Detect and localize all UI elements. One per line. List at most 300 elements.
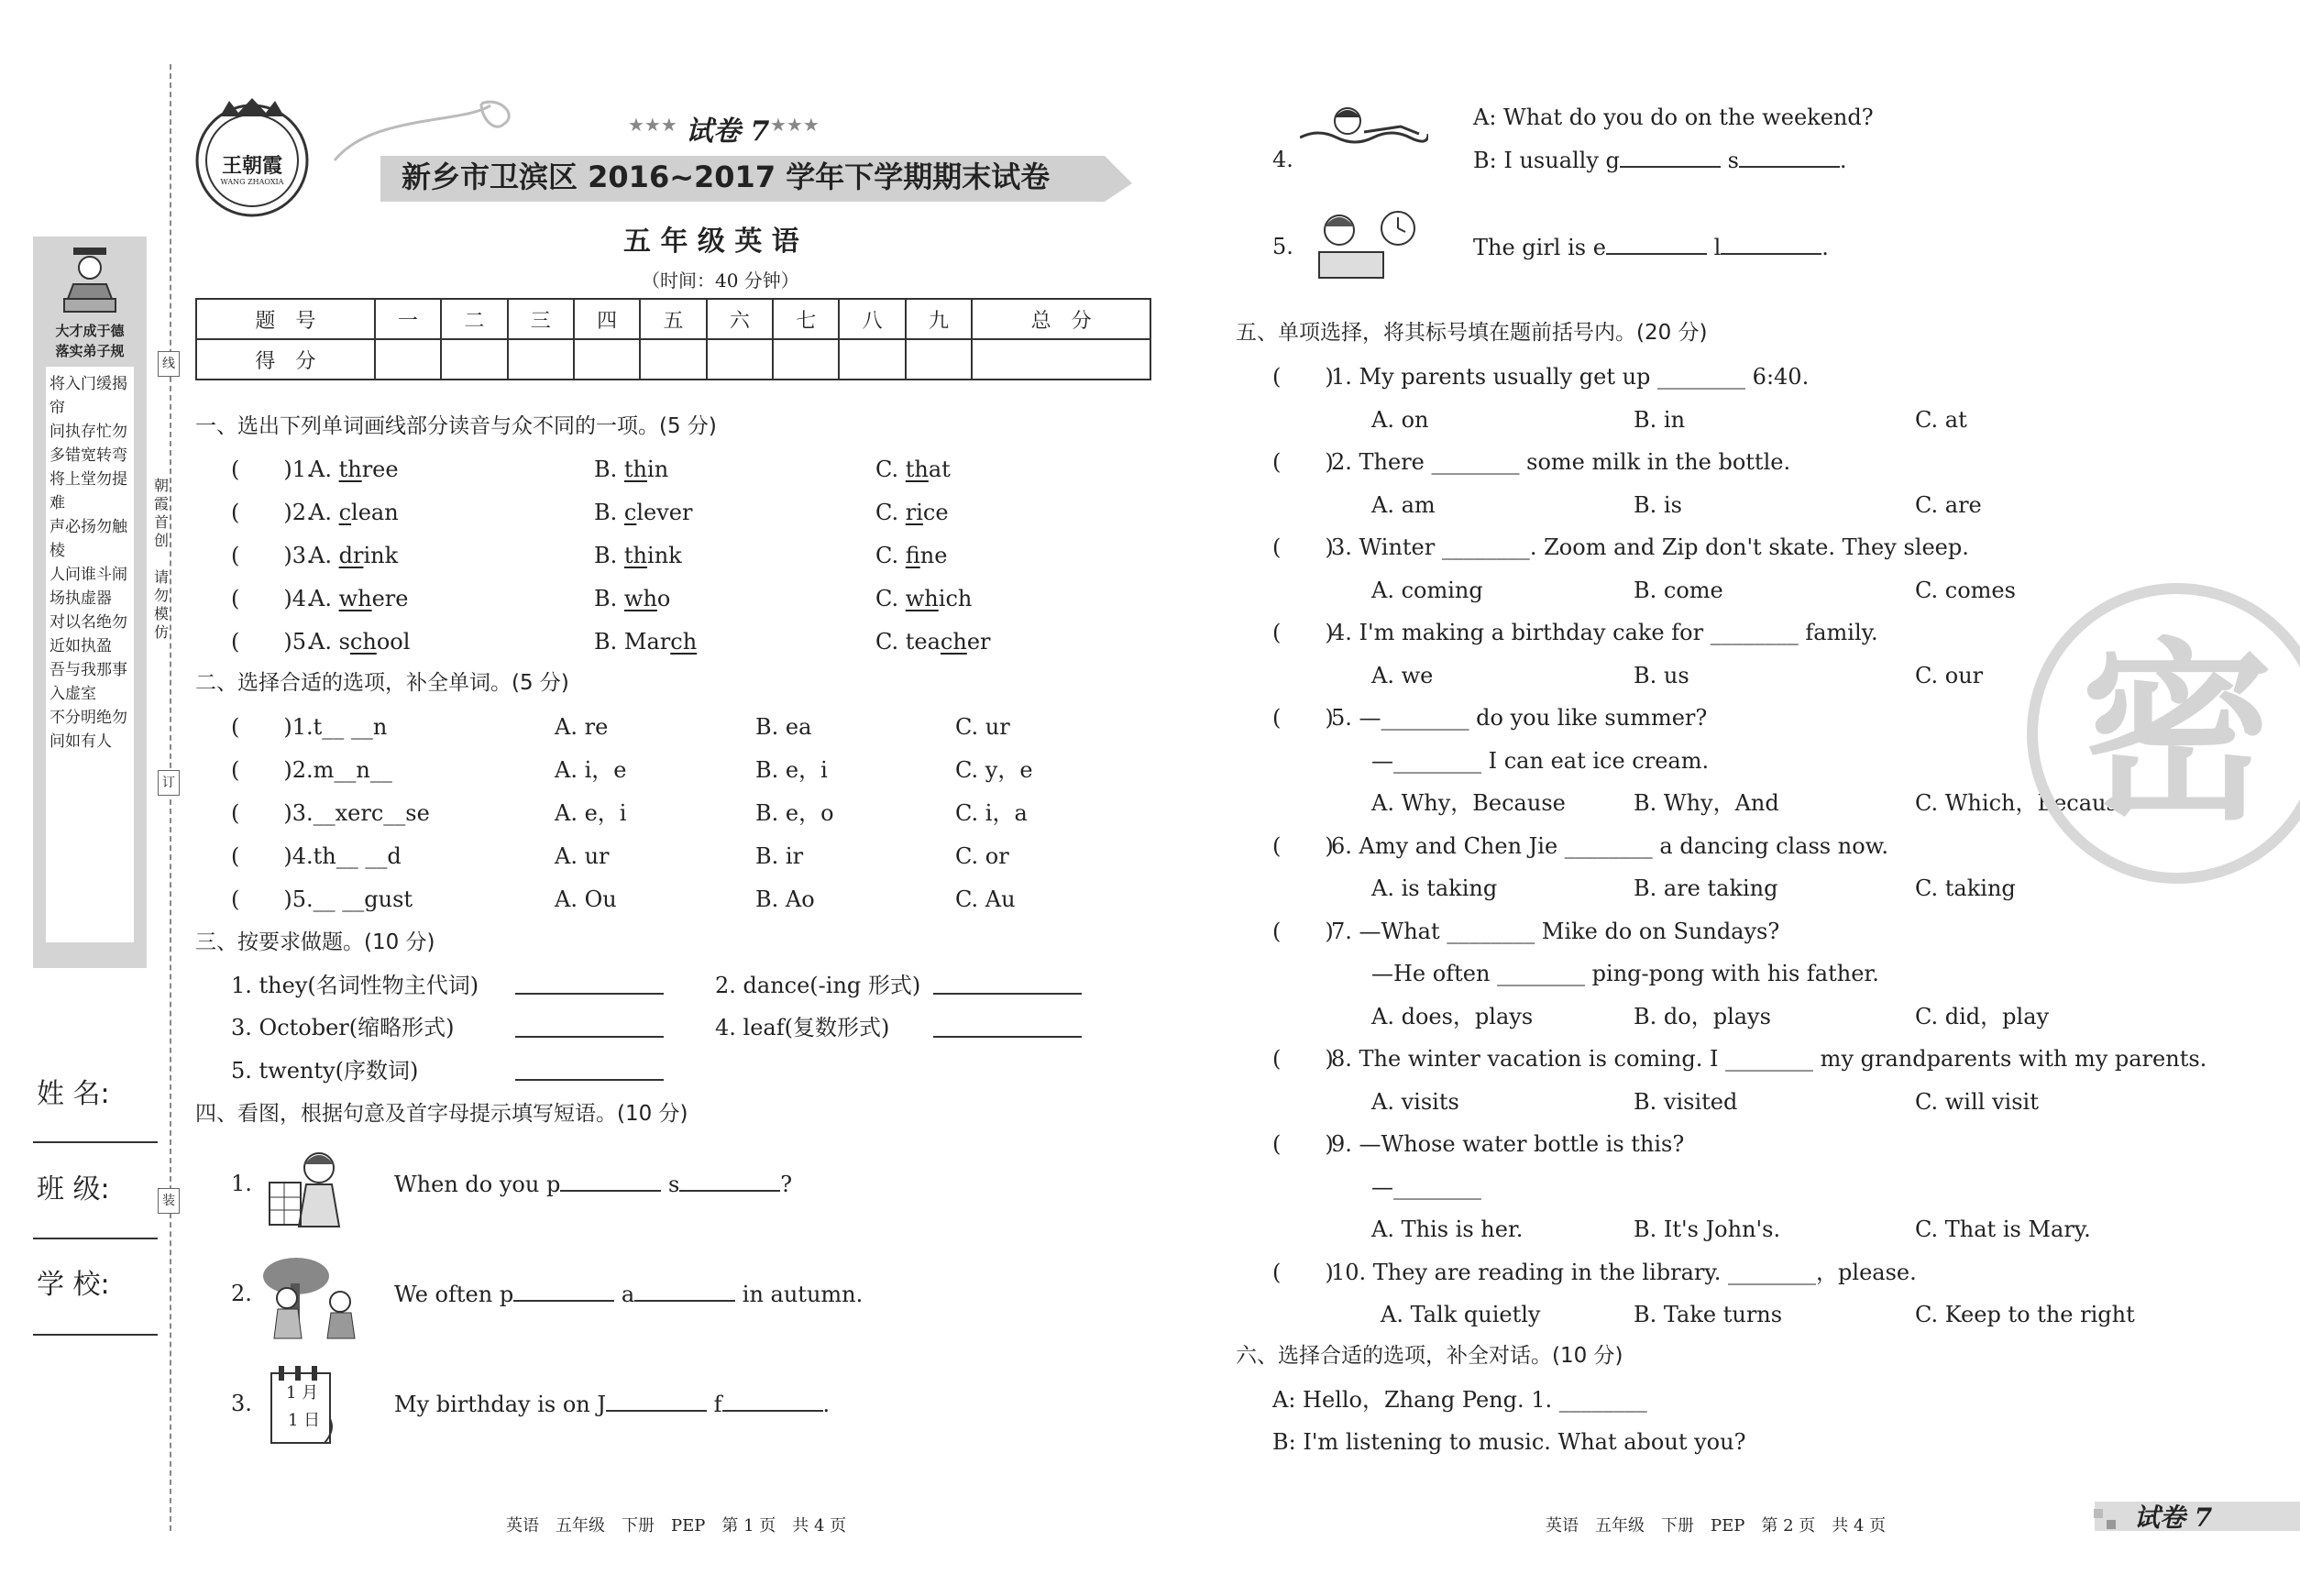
answer-paren[interactable] [1272, 448, 1334, 476]
decor-square [2107, 1520, 2116, 1529]
calendar-day: 1 日 [288, 1411, 321, 1430]
text: . [822, 1392, 831, 1417]
option-b [1634, 1216, 1780, 1243]
question-number [1272, 233, 1293, 260]
paren: ( ) [1272, 620, 1334, 645]
question-number [231, 628, 314, 655]
paren: ( ) [1272, 1259, 1334, 1285]
opt-text: B. e，i [755, 757, 828, 783]
opt-text: B. us [1634, 662, 1689, 688]
opt-text: C. Which，Because [1915, 790, 2131, 816]
opt-text: C. Keep to the right [1915, 1302, 2135, 1327]
class-label: 班 级: [37, 1173, 110, 1205]
option-c [1915, 1003, 2049, 1030]
word-to-complete: __ __gust [313, 886, 413, 912]
opt-text: B. are taking [1634, 875, 1778, 901]
underlined-letters: wh [623, 586, 657, 611]
text: 3. Winter ________. Zoom and Zip don't skate. They sleep. [1331, 534, 1969, 560]
question-number [1272, 146, 1293, 173]
class-field[interactable] [33, 1238, 158, 1239]
opt-text: A. [309, 500, 339, 525]
option-c [875, 499, 949, 526]
opt-text: A. e，i [555, 800, 627, 826]
motto-panel [46, 367, 134, 942]
sentence [394, 1170, 792, 1198]
question-stem-2 [1371, 1173, 1481, 1201]
text: My birthday is on [394, 1392, 598, 1417]
score-cell[interactable] [839, 339, 905, 380]
opt-text: o [656, 586, 671, 611]
answer-paren[interactable] [1272, 619, 1334, 646]
opt-text: A. is taking [1371, 875, 1498, 901]
motto-text: 将入门缓揭帘 问执存忙勿多错宽转弯 将上堂勿提难 声必扬勿触棱 人问谁斗闹场执虚器 对以名绝勿近如执盈 吾与我那事入虚室 不分明绝勿问如有人 [50, 375, 127, 751]
opt-text: lever [636, 500, 693, 525]
answer-paren[interactable] [1272, 363, 1334, 391]
answer-blank-1[interactable] [1606, 233, 1707, 255]
answer-paren[interactable] [1272, 832, 1334, 860]
score-table-score-row [196, 339, 1150, 380]
option-a [1371, 406, 1429, 434]
text: —He often ________ ping-pong with his father. [1371, 961, 1879, 986]
logo: 王朝霞 [221, 154, 282, 178]
cell: 七 [773, 299, 839, 339]
answer-paren[interactable] [1272, 1130, 1334, 1158]
opt-text: A. ur [555, 843, 610, 869]
opt-text: er [966, 629, 991, 655]
option-a [555, 713, 608, 741]
question-stem [1331, 1045, 2206, 1073]
badge-stars-left: ★★★ [628, 114, 677, 136]
number: 4. [1272, 147, 1293, 172]
opt-text: B. [594, 586, 624, 611]
picture-girl-eating-icon [1306, 206, 1416, 298]
question-stem-2 [1371, 960, 1879, 987]
opt-text: C. our [1915, 662, 1984, 688]
opt-text: A. [309, 543, 339, 568]
opt-text: A. re [555, 714, 609, 740]
initial-letter: p [499, 1282, 514, 1307]
option-b [594, 499, 692, 526]
answer-blank-2[interactable] [1721, 233, 1821, 255]
text: 7. —What ________ Mike do on Sundays? [1331, 918, 1780, 944]
school-field[interactable] [33, 1334, 158, 1336]
option-b [594, 456, 668, 483]
option-c [875, 628, 991, 655]
cell: 九 [906, 299, 972, 339]
sec3-answer-2[interactable] [933, 993, 1082, 995]
option-b [1634, 491, 1682, 519]
answer-paren[interactable] [1272, 534, 1334, 561]
dialogue-line-a [1473, 104, 1874, 131]
opt-text: A. on [1371, 406, 1429, 433]
option-b [1634, 1003, 1771, 1030]
option-a [1371, 577, 1483, 604]
opt-text: C. Au [955, 886, 1016, 912]
opt-text: at [928, 457, 951, 482]
paren: ( ) [1272, 918, 1334, 944]
text: We often [394, 1282, 500, 1307]
opt-text: C. will visit [1915, 1088, 2039, 1115]
number: 1. [231, 1171, 252, 1196]
question-number [231, 456, 314, 483]
paren-number: ( )3. [231, 543, 314, 568]
paren-number: ( )5. [231, 629, 314, 655]
footer-paper-badge: 试卷 7 [2134, 1502, 2213, 1533]
answer-paren[interactable] [1272, 704, 1334, 732]
opt-text: A. This is her. [1371, 1216, 1524, 1242]
text: 4. I'm making a birthday cake for ________ family. [1331, 620, 1878, 645]
answer-paren[interactable] [1272, 1045, 1334, 1073]
option-a [555, 756, 626, 784]
cell: 五 [640, 299, 706, 339]
paren: ( ) [1272, 449, 1334, 475]
score-cell[interactable] [508, 339, 574, 380]
option-c [875, 585, 972, 612]
text: in autumn. [735, 1282, 864, 1307]
score-cell[interactable] [707, 339, 773, 380]
opt-text: A. Talk quietly [1381, 1302, 1541, 1327]
footer-page-2: 英语 五年级 下册 PEP 第 2 页 共 4 页 [1546, 1516, 1887, 1535]
option-b [755, 756, 828, 784]
paren-number: ( )2. [231, 500, 314, 525]
spacer [1707, 235, 1714, 260]
option-c [1915, 1216, 2091, 1243]
opt-text: B. Ao [755, 886, 815, 912]
confidential-watermark-icon [2021, 582, 2300, 885]
opt-text: B. e，o [755, 800, 834, 826]
question-number [231, 842, 402, 870]
opt-text: C. or [955, 843, 1009, 869]
underlined-letters: ri [905, 500, 923, 525]
time-limit: （时间：40 分钟） [642, 270, 799, 292]
option-a [1371, 789, 1566, 817]
opt-text: B. [594, 457, 624, 482]
answer-blank-1[interactable] [513, 1280, 614, 1302]
paren-number: ( )1. [231, 457, 314, 482]
question-number [231, 713, 387, 741]
score-cell[interactable] [375, 339, 441, 380]
score-table-header-row [196, 299, 1150, 339]
opt-text: A. s [309, 629, 350, 655]
paren-number: ( )4. [231, 586, 314, 611]
opt-text: C. taking [1915, 875, 2016, 901]
option-c [955, 842, 1009, 870]
option-a [309, 456, 399, 483]
calendar-icon [266, 1364, 339, 1448]
question-stem [1331, 704, 1707, 732]
footer-page-1: 英语 五年级 下册 PEP 第 1 页 共 4 页 [506, 1516, 847, 1535]
subject-title: 五 年 级 英 语 [623, 226, 799, 258]
question-stem [1331, 1130, 1684, 1158]
sec3-q4: 4. leaf(复数形式) [715, 1015, 890, 1040]
underlined-letters: th [338, 457, 362, 482]
paren: ( ) [1272, 364, 1334, 390]
seal-install-label: 装 [158, 1188, 180, 1214]
question-number [231, 799, 430, 827]
initial-letter: e [1592, 235, 1606, 260]
score-cell[interactable] [441, 339, 507, 380]
option-c [955, 756, 1033, 784]
answer-blank-1[interactable] [1620, 146, 1721, 168]
paren-number: ( )2. [231, 757, 314, 783]
initial-letter: l [1713, 235, 1722, 260]
opt-text: C. [875, 500, 906, 525]
note-original: 朝霞首创 [153, 477, 169, 549]
name-label: 姓 名: [37, 1078, 110, 1110]
opt-text: in [647, 457, 669, 482]
answer-blank-1[interactable] [560, 1170, 661, 1192]
text: A: What do you do on the weekend? [1473, 105, 1874, 130]
text: —________ I can eat ice cream. [1371, 747, 1710, 774]
exam-title: 新乡市卫滨区 2016~2017 学年下学期期末试卷 [402, 160, 1051, 194]
option-a [555, 886, 617, 913]
opt-text: C. [875, 586, 906, 611]
opt-text: C. are [1915, 491, 1982, 518]
spacer [707, 1392, 714, 1417]
question-stem [1331, 363, 1809, 391]
section-2-title: 二、选择合适的选项，补全单词。(5 分) [195, 671, 569, 695]
section-4-title: 四、看图，根据句意及首字母提示填写短语。(10 分) [195, 1102, 688, 1126]
initial-letter: J [597, 1392, 607, 1417]
option-b [1634, 789, 1779, 817]
question-stem [1331, 832, 1888, 860]
picture-swimming-icon [1300, 101, 1428, 156]
option-c [1915, 406, 1967, 434]
opt-text: A. Why，Because [1371, 790, 1566, 816]
slogan-1: 大才成于德 [55, 323, 125, 339]
note-no-copy: 请勿模仿 [153, 568, 169, 641]
opt-text: C. tea [875, 629, 941, 655]
opt-text: C. at [1915, 406, 1967, 433]
paren-number: ( )3. [231, 800, 314, 826]
opt-text: C. i，a [955, 800, 1028, 826]
option-a [555, 799, 626, 827]
sec3-answer-4[interactable] [933, 1036, 1082, 1038]
decor-square [2094, 1509, 2103, 1518]
opt-text: A. we [1371, 662, 1434, 688]
word-to-complete: th__ __d [313, 843, 402, 869]
question-stem [1331, 448, 1790, 476]
opt-text: ool [376, 629, 411, 655]
option-a [1371, 1088, 1459, 1116]
underlined-letters: c [623, 500, 637, 525]
opt-text: ne [919, 543, 948, 568]
opt-text: C. comes [1915, 577, 2016, 603]
opt-text: C. did，play [1915, 1003, 2050, 1029]
question-stem [1331, 619, 1878, 646]
sec3-answer-5[interactable] [515, 1079, 664, 1081]
question-number [231, 585, 314, 612]
question-number [231, 499, 314, 526]
option-a [309, 499, 399, 526]
underlined-letters: fi [905, 543, 920, 568]
question-stem [1331, 534, 1969, 561]
underlined-letters: wh [338, 586, 372, 611]
initial-letter: f [713, 1392, 722, 1417]
option-a [555, 842, 610, 870]
option-a [1371, 662, 1433, 689]
option-a [309, 542, 398, 569]
question-stem [1331, 918, 1779, 945]
watermark-char: 密 [2080, 622, 2274, 846]
option-b [1634, 406, 1685, 434]
paren: ( ) [1272, 832, 1334, 859]
text: B: I usually [1473, 148, 1606, 173]
text: 2. There ________ some milk in the bottle. [1331, 449, 1791, 475]
opt-text: A. Ou [555, 886, 617, 912]
answer-paren[interactable] [1272, 1259, 1334, 1286]
question-number [231, 1280, 252, 1307]
picture-girl-thinking-icon [266, 1148, 358, 1232]
opt-text: A. [309, 586, 339, 611]
option-c [875, 456, 951, 483]
sentence [1473, 233, 1829, 261]
section-5-title: 五、单项选择，将其标号填在题前括号内。(20 分) [1236, 321, 1708, 345]
opt-text: ce [922, 500, 949, 525]
answer-blank-1[interactable] [606, 1390, 707, 1412]
cell: 一 [375, 299, 441, 339]
option-a [1371, 491, 1436, 519]
underlined-letters: ch [940, 629, 967, 655]
paren: ( ) [1272, 705, 1334, 731]
text: 8. The winter vacation is coming. I ________ my grandparents with my parents. [1331, 1046, 2207, 1072]
badge-stars-right: ★★★ [770, 114, 820, 136]
underlined-letters: dr [338, 543, 364, 568]
text: 1. My parents usually get up ________ 6:40. [1331, 364, 1810, 390]
option-a [309, 628, 410, 655]
question-number [231, 1390, 252, 1417]
sec3-q2: 2. dance(-ing 形式) [715, 973, 921, 998]
question-number [231, 886, 413, 913]
sentence [1473, 146, 1847, 174]
option-c [1915, 1088, 2039, 1116]
question-number [231, 756, 392, 784]
picture-picking-apples-icon [259, 1256, 369, 1340]
option-a [1371, 875, 1497, 902]
answer-blank-2[interactable] [679, 1170, 780, 1192]
score-cell[interactable] [906, 339, 972, 380]
paren-number: ( )5. [231, 886, 314, 912]
opt-text: A. visits [1371, 1088, 1459, 1115]
option-b [1634, 875, 1778, 902]
opt-text: A. coming [1371, 577, 1483, 603]
opt-text: B. in [1634, 406, 1686, 433]
paren: ( ) [1272, 1046, 1334, 1072]
cell: 题 号 [196, 299, 375, 339]
number: 3. [231, 1391, 252, 1416]
underlined-letters: ch [670, 629, 698, 655]
score-table [195, 298, 1151, 380]
name-field[interactable] [33, 1141, 158, 1143]
opt-text: B. It's John's. [1634, 1216, 1781, 1242]
option-b [755, 886, 815, 913]
opt-text: B. come [1634, 577, 1723, 603]
opt-text: lean [351, 500, 399, 525]
answer-paren[interactable] [1272, 918, 1334, 945]
spacer [1721, 148, 1728, 173]
paren: ( ) [1272, 1131, 1334, 1157]
underlined-letters: c [338, 500, 352, 525]
text: . [1821, 235, 1829, 260]
score-cell[interactable] [640, 339, 706, 380]
text: The girl is [1473, 235, 1593, 260]
underlined-letters: th [623, 543, 648, 568]
opt-text: C. That is Mary. [1915, 1216, 2091, 1242]
sec3-answer-1[interactable] [515, 993, 664, 995]
slogan-2: 落实弟子规 [55, 343, 125, 359]
option-a [1381, 1301, 1540, 1328]
question-stem-2 [1371, 747, 1709, 775]
opt-text: B. [594, 543, 624, 568]
option-c [1915, 662, 1983, 689]
text: 10. They are reading in the library. ________，please. [1331, 1259, 1917, 1285]
paper-badge: 试卷 7 [686, 116, 770, 148]
seal-line-label: 线 [158, 351, 180, 377]
opt-text: B. do，plays [1634, 1003, 1771, 1029]
sec3-answer-3[interactable] [515, 1036, 664, 1038]
option-c [1915, 875, 2016, 902]
sec3-q1: 1. they(名词性物主代词) [231, 973, 479, 998]
option-b [1634, 577, 1723, 604]
opt-text: C. y，e [955, 757, 1033, 783]
opt-text: C. [875, 543, 906, 568]
score-cell[interactable] [773, 339, 839, 380]
question-number [231, 542, 314, 569]
opt-text: B. Mar [594, 629, 671, 655]
opt-text: ich [938, 586, 973, 611]
answer-blank-2[interactable] [634, 1280, 735, 1302]
opt-text: ere [371, 586, 409, 611]
cell: 八 [839, 299, 905, 339]
opt-text: A. does，plays [1371, 1003, 1534, 1029]
option-a [309, 585, 408, 612]
score-cell[interactable] [574, 339, 640, 380]
option-c [1915, 577, 2016, 604]
option-b [594, 585, 670, 612]
opt-text: ree [361, 457, 399, 482]
answer-blank-2[interactable] [1739, 146, 1840, 168]
underlined-letters: wh [905, 586, 939, 611]
underlined-letters: th [623, 457, 648, 482]
answer-blank-2[interactable] [722, 1390, 823, 1412]
seal-bind-label: 订 [158, 770, 180, 796]
question-stem [1331, 1259, 1917, 1286]
school-label: 学 校: [37, 1269, 110, 1301]
option-b [594, 542, 682, 569]
option-c [875, 542, 947, 569]
option-c [955, 799, 1028, 827]
spacer [614, 1282, 622, 1307]
cell: 六 [707, 299, 773, 339]
opt-text: C. [875, 457, 906, 482]
opt-text: B. ea [755, 714, 812, 740]
sec3-q5: 5. twenty(序数词) [231, 1058, 419, 1084]
option-b [755, 713, 811, 741]
opt-text: B. visited [1634, 1088, 1738, 1115]
underlined-letters: th [905, 457, 929, 482]
initial-letter: g [1605, 148, 1620, 173]
underlined-letters: ch [349, 629, 377, 655]
number: 5. [1272, 234, 1293, 259]
question-number [231, 1170, 252, 1197]
score-cell[interactable] [972, 339, 1150, 380]
paren: ( ) [1272, 534, 1334, 560]
option-b [1634, 1088, 1737, 1116]
option-b [755, 799, 834, 827]
initial-letter: s [1727, 148, 1739, 173]
option-b [755, 842, 803, 870]
logo-sub: WANG ZHAOXIA [220, 178, 284, 186]
